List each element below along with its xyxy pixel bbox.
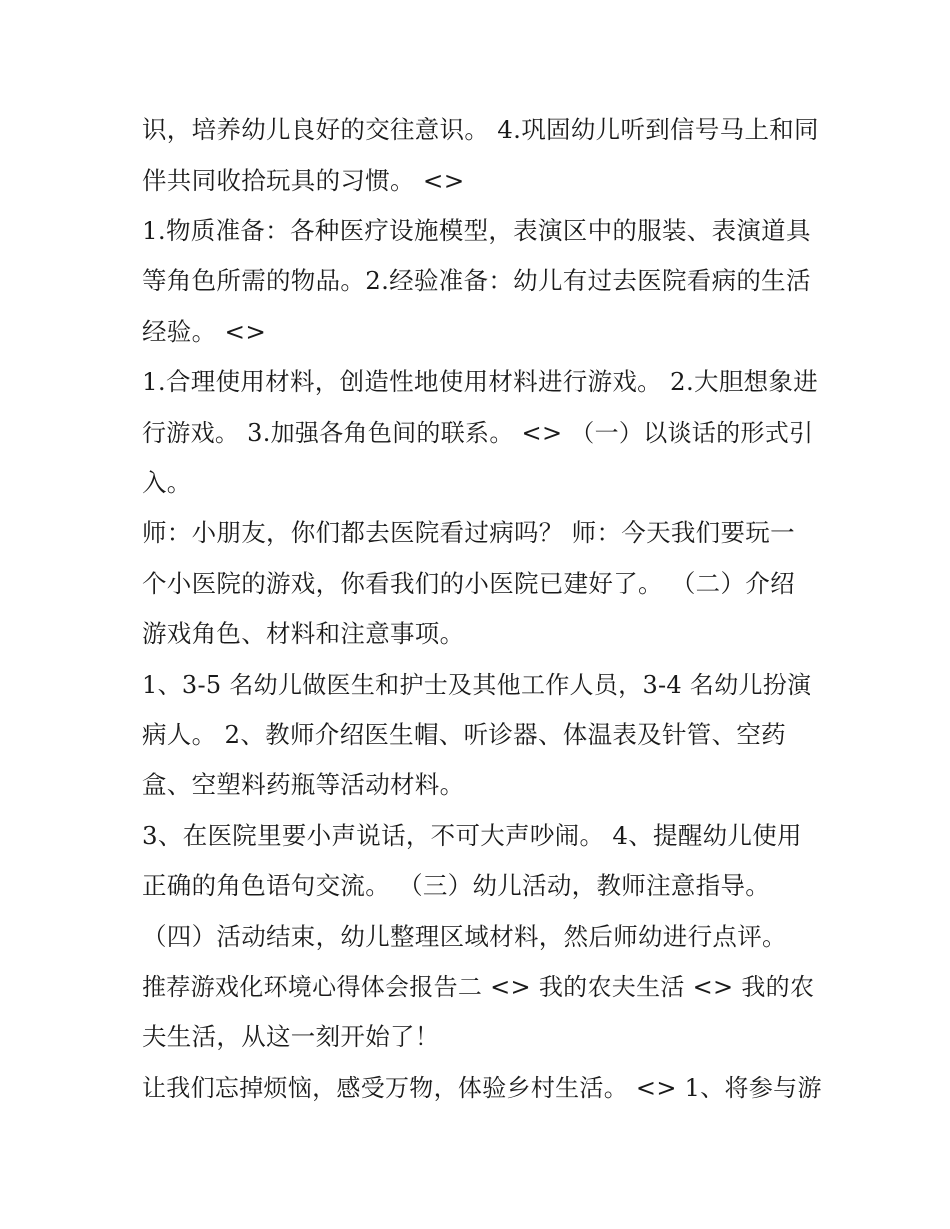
text-line: 等角色所需的物品。2.经验准备：幼儿有过去医院看病的生活 xyxy=(142,266,811,295)
text-line: 盒、空塑料药瓶等活动材料。 xyxy=(142,770,465,799)
text-line: 师：小朋友，你们都去医院看过病吗？ 师：今天我们要玩一 xyxy=(142,518,795,547)
text-line: 病人。 2、教师介绍医生帽、听诊器、体温表及针管、空药 xyxy=(142,720,786,749)
text-line: 个小医院的游戏，你看我们的小医院已建好了。 （二）介绍 xyxy=(142,569,795,598)
text-line: 1.物质准备：各种医疗设施模型，表演区中的服装、表演道具 xyxy=(142,216,811,245)
text-line: 让我们忘掉烦恼，感受万物，体验乡村生活。 <> 1、将参与游 xyxy=(142,1074,822,1102)
text-line: 识，培养幼儿良好的交往意识。 4.巩固幼儿听到信号马上和同 xyxy=(142,115,819,144)
text-line: 推荐游戏化环境心得体会报告二 <> 我的农夫生活 <> 我的农 xyxy=(142,973,815,1001)
text-line: （四）活动结束，幼儿整理区域材料，然后师幼进行点评。 xyxy=(142,922,787,951)
text-line: 入。 xyxy=(142,468,192,497)
text-line: 经验。 <> xyxy=(142,317,267,346)
text-line: 3、在医院里要小声说话，不可大声吵闹。 4、提醒幼儿使用 xyxy=(142,821,802,850)
text-line: 夫生活，从这一刻开始了！ xyxy=(142,1022,440,1051)
text-line: 1、3-5 名幼儿做医生和护士及其他工作人员，3-4 名幼儿扮演 xyxy=(142,671,812,699)
text-line: 正确的角色语句交流。 （三）幼儿活动，教师注意指导。 xyxy=(142,871,771,900)
text-line: 1.合理使用材料，创造性地使用材料进行游戏。 2.大胆想象进 xyxy=(142,367,819,396)
text-line: 游戏角色、材料和注意事项。 xyxy=(142,619,465,648)
text-line: 伴共同收拾玩具的习惯。 <> xyxy=(142,166,465,195)
text-line: 行游戏。 3.加强各角色间的联系。 <> （一）以谈话的形式引 xyxy=(142,419,814,447)
